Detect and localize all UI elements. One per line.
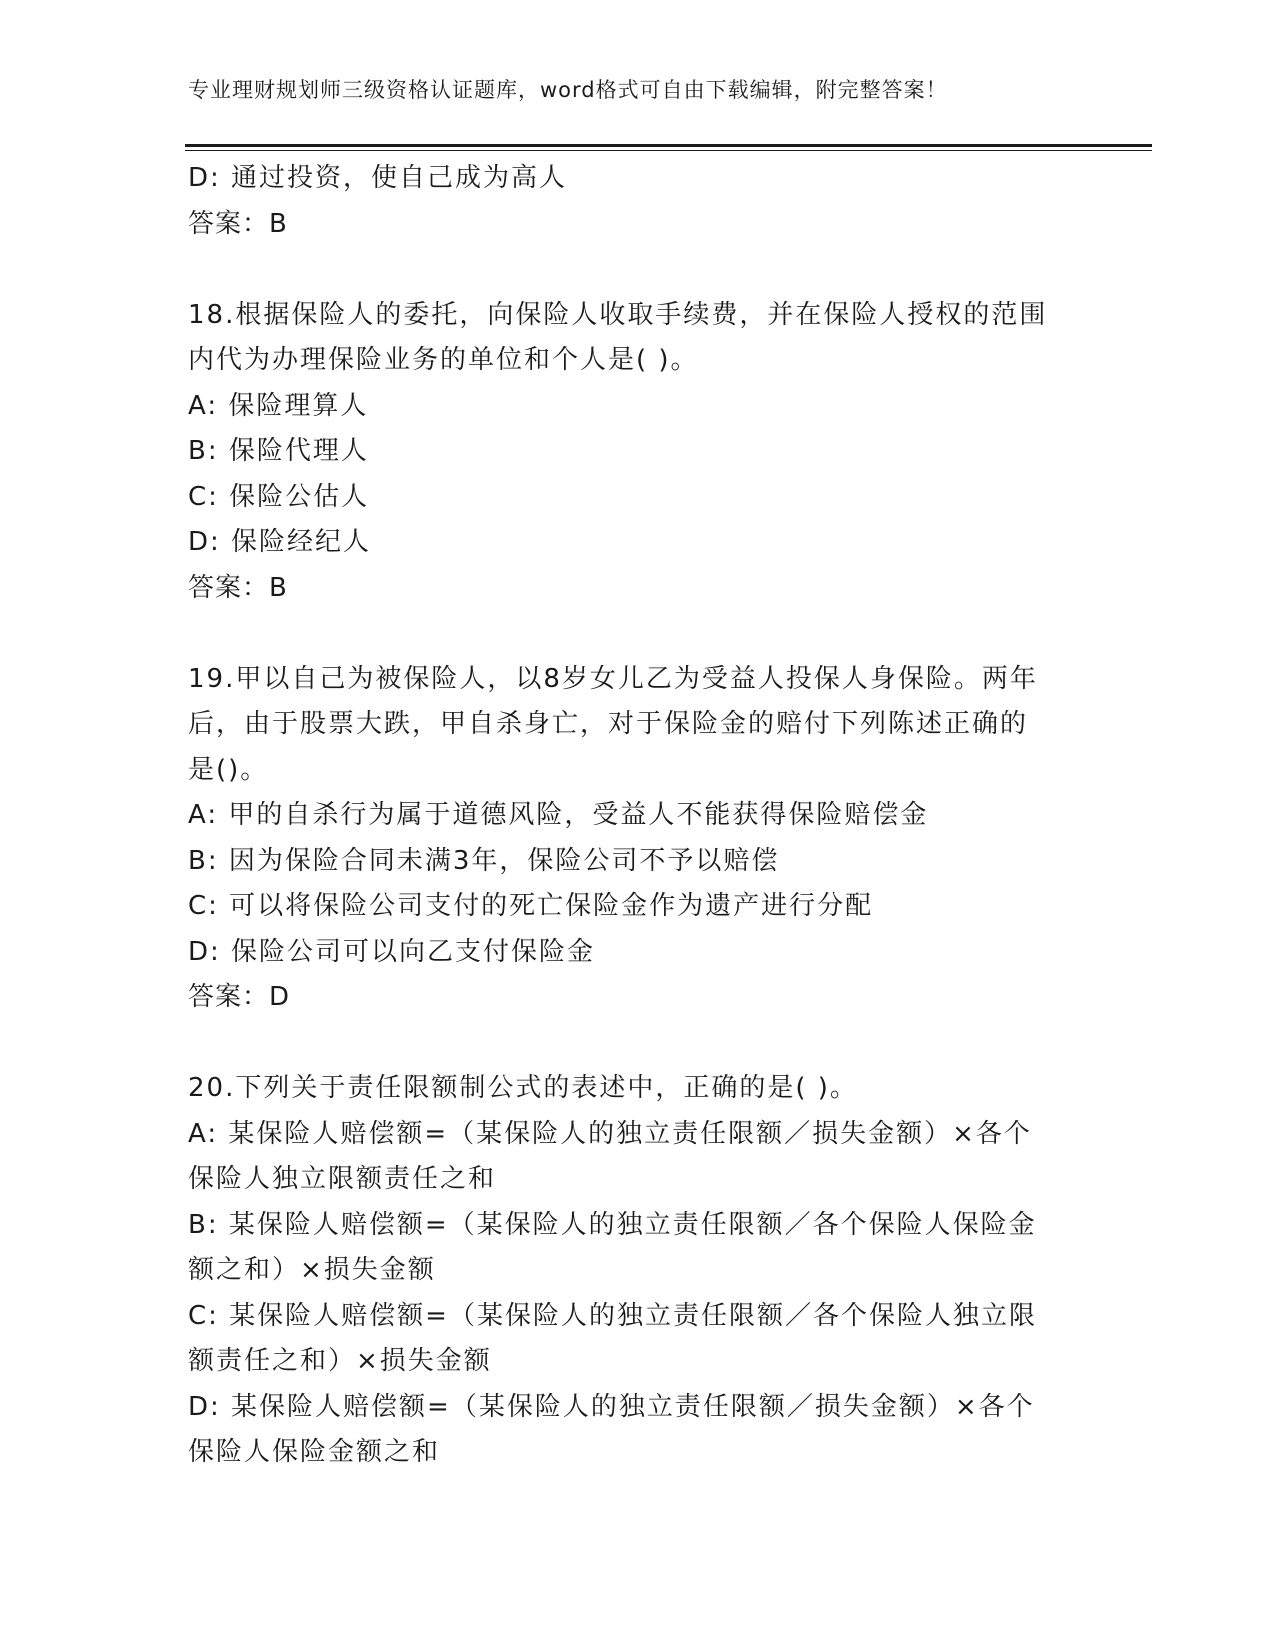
- prev-answer: 答案：B: [188, 208, 288, 239]
- page-header: 专业理财规划师三级资格认证题库，word格式可自由下载编辑，附完整答案！: [188, 78, 948, 102]
- question-stem: 19.甲以自己为被保险人，以8岁女儿乙为受益人投保人身保险。两年: [188, 663, 1038, 694]
- option-a: A: 甲的自杀行为属于道德风险，受益人不能获得保险赔偿金: [188, 800, 929, 830]
- question-19: [188, 657, 1088, 1021]
- question-content: [188, 156, 1088, 1476]
- prev-option-d: D: 通过投资，使自己成为高人: [188, 163, 568, 193]
- option-b: B: 保险代理人: [188, 436, 369, 466]
- option-d: D: 保险公司可以向乙支付保险金: [188, 936, 596, 967]
- option-c-cont: 额责任之和）×损失金额: [188, 1346, 492, 1376]
- option-b: B: 某保险人赔偿额=（某保险人的独立责任限额／各个保险人保险金: [188, 1209, 1037, 1240]
- option-d-cont: 保险人保险金额之和: [188, 1437, 441, 1467]
- answer: 答案：D: [188, 982, 291, 1012]
- question-18: [188, 293, 1088, 612]
- question-stem: 内代为办理保险业务的单位和个人是( )。: [188, 345, 699, 375]
- question-stem: 后，由于股票大跌，甲自杀身亡，对于保险金的赔付下列陈述正确的: [188, 709, 1029, 739]
- option-b: B: 因为保险合同未满3年，保险公司不予以赔偿: [188, 845, 780, 876]
- option-c: C: 可以将保险公司支付的死亡保险金作为遗产进行分配: [188, 891, 874, 921]
- option-d: D: 保险经纪人: [188, 527, 372, 557]
- answer: 答案：B: [188, 572, 288, 603]
- option-b-cont: 额之和）×损失金额: [188, 1255, 436, 1285]
- header-rule-thin: [185, 150, 1152, 151]
- question-20: [188, 1066, 1088, 1476]
- header-rule-thick: [185, 144, 1152, 147]
- option-d: D: 某保险人赔偿额=（某保险人的独立责任限额／损失金额）×各个: [188, 1391, 1035, 1422]
- option-a-cont: 保险人独立限额责任之和: [188, 1164, 497, 1194]
- option-c: C: 保险公估人: [188, 481, 370, 512]
- question-stem: 是()。: [188, 754, 269, 785]
- question-stem: 20.下列关于责任限额制公式的表述中，正确的是( )。: [188, 1073, 858, 1103]
- spacer: [188, 1021, 1088, 1067]
- spacer: [188, 247, 1088, 293]
- spacer: [188, 611, 1088, 657]
- question-stem: 18.根据保险人的委托，向保险人收取手续费，并在保险人授权的范围: [188, 299, 1048, 330]
- option-a: A: 某保险人赔偿额=（某保险人的独立责任限额／损失金额）×各个: [188, 1118, 1032, 1149]
- option-a: A: 保险理算人: [188, 390, 369, 421]
- option-c: C: 某保险人赔偿额=（某保险人的独立责任限额／各个保险人独立限: [188, 1300, 1037, 1331]
